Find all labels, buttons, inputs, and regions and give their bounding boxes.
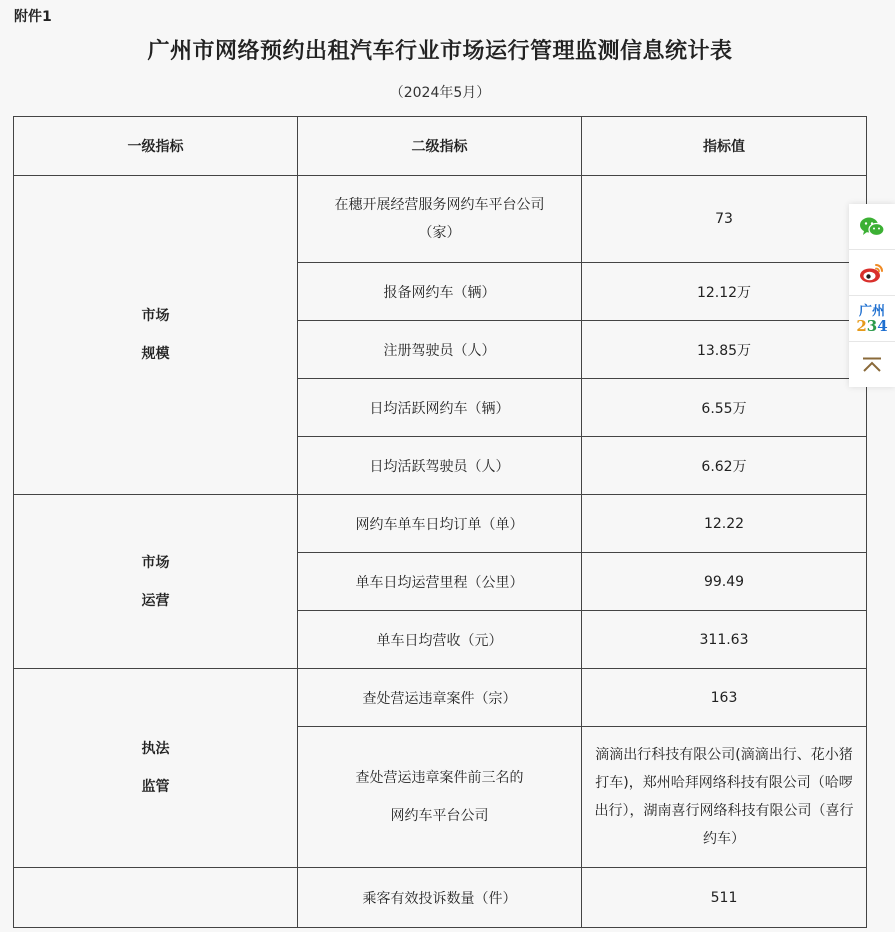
header-level2: 二级指标 [298,117,582,176]
back-to-top-icon [861,356,883,374]
indicator-cell: 注册驾驶员（人） [298,321,582,379]
value-cell: 73 [582,176,867,263]
badge-digit: 4 [877,316,888,335]
guangzhou-234-button[interactable] [849,296,895,342]
indicator-line: （家） [418,225,461,241]
indicator-cell: 日均活跃网约车（辆） [298,379,582,437]
indicator-cell: 日均活跃驾驶员（人） [298,437,582,495]
indicator-cell: 乘客有效投诉数量（件） [298,868,582,928]
attachment-label: 附件1 [14,9,52,25]
page-subtitle: （2024年5月） [389,85,491,101]
weibo-icon [859,262,885,284]
wechat-icon [859,216,885,238]
value-cell: 滴滴出行科技有限公司(滴滴出行、花小猪打车)，郑州哈拜网络科技有限公司（哈啰出行），湖南喜行网络科技有限公司（喜行约车） [582,727,867,868]
value-cell: 99.49 [582,553,867,611]
group-label-line: 市场 [141,308,170,324]
value-cell: 6.55万 [582,379,867,437]
back-to-top-button[interactable] [849,342,895,387]
table-row [14,868,867,928]
badge-digit: 3 [866,316,878,335]
value-cell: 511 [582,868,867,928]
group-label-line: 市场 [141,554,170,571]
indicator-cell: 网约车单车日均订单（单） [298,495,582,553]
wechat-share-button[interactable] [849,204,895,250]
indicator-line: 查处营运违章案件前三名的 [355,770,524,786]
table-row [14,669,867,727]
table-row [14,495,867,553]
indicator-cell [298,727,582,868]
guangzhou-234-badge [856,305,887,333]
badge-number [856,316,888,335]
floating-share-bar [849,204,895,387]
group-label-line: 规模 [141,346,170,362]
group-label-market-scale [14,176,298,495]
indicator-line: 在穗开展经营服务网约车平台公司 [334,197,545,213]
group-label-market-operation [14,495,298,669]
indicator-cell: 报备网约车（辆） [298,263,582,321]
indicator-line: 网约车平台公司 [390,808,489,824]
group-label-line: 监管 [141,779,170,795]
value-cell: 311.63 [582,611,867,669]
table-row [14,176,867,263]
group-label-line: 运营 [141,592,170,609]
indicator-cell: 查处营运违章案件（宗） [298,669,582,727]
badge-digit: 2 [856,316,867,335]
value-cell: 163 [582,669,867,727]
group-label-line: 执法 [141,741,170,757]
group-label-enforcement [14,669,298,868]
statistics-table [13,116,867,928]
weibo-share-button[interactable] [849,250,895,296]
badge-city: 广州 [858,303,885,319]
indicator-cell [298,176,582,263]
table-header-row [14,117,867,176]
indicator-cell: 单车日均营收（元） [298,611,582,669]
value-cell: 6.62万 [582,437,867,495]
header-level1: 一级指标 [14,117,298,176]
value-cell: 12.22 [582,495,867,553]
page-title: 广州市网络预约出租汽车行业市场运行管理监测信息统计表 [147,39,733,64]
indicator-cell: 单车日均运营里程（公里） [298,553,582,611]
header-value: 指标值 [582,117,867,176]
value-cell: 13.85万 [582,321,867,379]
group-label-empty [14,868,298,928]
value-cell: 12.12万 [582,263,867,321]
